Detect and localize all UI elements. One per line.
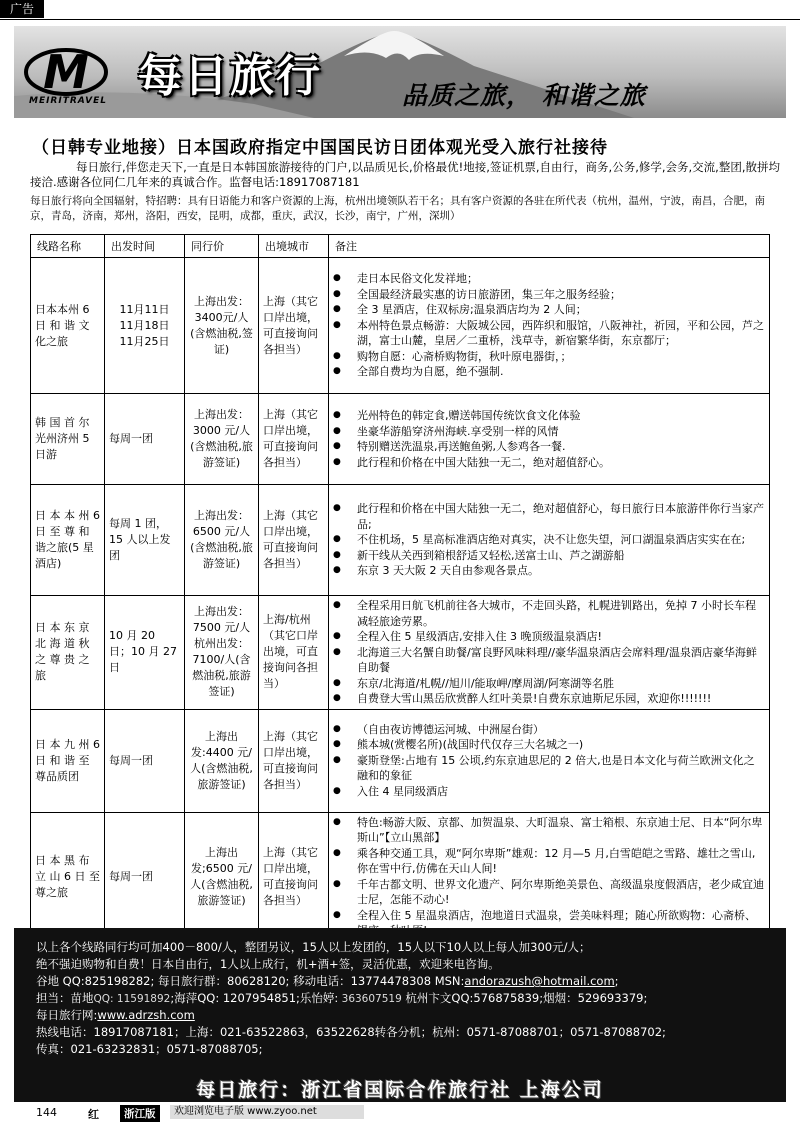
staff-text: 担当：苗地 xyxy=(36,991,94,1005)
note-item: ● 此行程和价格在中国大陆独一无二，绝对超值舒心，每日旅行日本旅游伴你行当家产品; xyxy=(333,501,765,532)
header-city: 出境城市 xyxy=(259,235,329,258)
note-item: ● 不住机场，5 星高标准酒店绝对真实，决不让您失望，河口湖温泉酒店实实在在; xyxy=(333,532,765,548)
note-item: ● 自费登大雪山黑岳欣赏醉人红叶美景!自费东京迪斯尼乐园，欢迎你!!!!!!! xyxy=(333,691,765,707)
note-item: ● 全部自费均为自愿，绝不强制. xyxy=(333,364,765,380)
note-item: ● 入住 4 星同级酒店 xyxy=(333,784,765,800)
note-item: ● 东京 3 天大阪 2 天自由参观各景点。 xyxy=(333,563,765,579)
note-item: ● 光州特色的韩定食,赠送韩国传统饮食文化体验 xyxy=(333,408,765,424)
page-footer xyxy=(0,1103,800,1121)
route-price: 上海出发：3400元/人(含燃油税,签证) xyxy=(185,258,259,394)
route-name: 日 本 黑 布 立 山 6 日 至尊之旅 xyxy=(31,812,105,941)
table-row xyxy=(31,812,770,941)
header-date: 出发时间 xyxy=(105,235,185,258)
route-city: 上海（其它口岸出境，可直接询问各担当） xyxy=(259,709,329,812)
footer-brand: 每日旅行：浙江省国际合作旅行社 上海公司 xyxy=(196,1079,604,1101)
note-item: ● 全国最经济最实惠的访日旅游团，集三年之服务经验； xyxy=(333,287,765,303)
edition-badge: 浙江版 xyxy=(120,1105,160,1122)
route-city: 上海（其它口岸出境，可直接询问各担当） xyxy=(259,394,329,485)
table-row xyxy=(31,258,770,394)
route-date: 每周一团 xyxy=(105,709,185,812)
staff-text-2: ;海萍QQ: 1207954851;乐怡婷: xyxy=(170,991,339,1005)
route-date: 11月11日 11月18日 11月25日 xyxy=(105,258,185,394)
route-price: 上海出发：7500 元/人杭州出发：7100/人(含燃油税,旅游签证) xyxy=(185,596,259,710)
route-price: 上海出发;6500 元/人(含燃油税,旅游签证) xyxy=(185,812,259,941)
route-price: 上海出发：6500 元/人(含燃油税,旅游签证) xyxy=(185,485,259,596)
fax: 传真：021-63232831；0571-87088705; xyxy=(36,1042,263,1056)
qq-text: 谷地 QQ:825198282; 每日旅行群：80628120; 移动电话：13774478308 MSN: xyxy=(36,974,465,988)
table-row xyxy=(31,596,770,710)
route-city: 上海/杭州（其它口岸出境，可直接询问各担当） xyxy=(259,596,329,710)
mountain-image xyxy=(14,26,786,118)
route-price: 上海出发:4400 元/人(含燃油税,旅游签证) xyxy=(185,709,259,812)
header-route: 线路名称 xyxy=(31,235,105,258)
note-item: ● 特色:畅游大阪、京都、加贺温泉、大町温泉、富士箱根、东京迪士尼、日本“阿尔卑斯山”【立山黑部】 xyxy=(333,815,765,846)
route-date: 每周一团 xyxy=(105,394,185,485)
route-notes xyxy=(329,485,770,596)
web-label: 每日旅行网: xyxy=(36,1008,98,1022)
route-date: 10 月 20 日；10 月 27 日 xyxy=(105,596,185,710)
note-item: ● 全程采用日航飞机前往各大城市，不走回头路，札幌进钏路出，免掉 7 小时长车程减轻旅途劳累。 xyxy=(333,598,765,629)
policy-note: 绝不强迫购物和自费！日本自由行，1人以上成行，机+酒+签，灵活优惠，欢迎来电咨询。 xyxy=(36,957,500,971)
contact-line-qq xyxy=(36,974,619,989)
note-item: ● 特别赠送洗温泉,再送鲍鱼粥,人参鸡各一餐. xyxy=(333,439,765,455)
ad-tag: 广告 xyxy=(0,0,44,18)
note-item: ● 北海道三大名蟹自助餐/富良野风味料理//豪华温泉酒店会席料理/温泉酒店豪华海鲜自助餐 xyxy=(333,645,765,676)
route-name: 日 本 本 州 6 日 至 尊 和 谐之旅(5 星酒店) xyxy=(31,485,105,596)
note-item: ● 熊本城(赏樱名所)(战国时代仅存三大名城之一) xyxy=(333,737,765,753)
note-item: ● 坐豪华游船穿济州海峡.享受别一样的风情 xyxy=(333,424,765,440)
logo-subtitle: MEIRITRAVEL xyxy=(28,96,107,106)
note-item: ● 全 3 星酒店，住双标房;温泉酒店均为 2 人间； xyxy=(333,302,765,318)
note-item: ● 乘各种交通工具，观“阿尔卑斯”雄观：12 月—5 月,白雪皑皑之雪路、雄壮之雪山,你在雪中行,仿佛在天山人间! xyxy=(333,846,765,877)
brand-name: 每日旅行 xyxy=(138,51,322,102)
note-item: ● 新干线从关西到箱根舒适又轻松,送富士山、芦之湖游船 xyxy=(333,548,765,564)
route-notes xyxy=(329,258,770,394)
top-rule xyxy=(0,19,800,20)
note-item: ● 千年古都文明、世界文化遗产、阿尔卑斯绝美景色、高级温泉度假酒店，老少咸宜迪士尼，怎能不动心! xyxy=(333,877,765,908)
route-city: 上海（其它口岸出境，可直接询问各担当） xyxy=(259,258,329,394)
route-name: 日本本州 6 日 和 谐 文 化之旅 xyxy=(31,258,105,394)
header-price: 同行价 xyxy=(185,235,259,258)
route-notes xyxy=(329,709,770,812)
route-notes xyxy=(329,812,770,941)
brand-slogan: 品质之旅， 和谐之旅 xyxy=(402,81,646,110)
staff-text-3: 杭州卞文QQ:576875839;烟烟：529693379; xyxy=(401,991,648,1005)
footer-text: 欢迎浏览电子版 www.zyoo.net xyxy=(170,1105,364,1119)
intro-paragraph: 每日旅行,伴您走天下,一直是日本韩国旅游接待的门户,以品质见长,价格最优!地接,签证机票,自由行，商务,公务,修学,会务,交流,整团,散拼均接洽.感谢各位同仁几年来的真诚合作。监督电话:18917087181 xyxy=(30,160,780,189)
table-row xyxy=(31,394,770,485)
logo-letter: M xyxy=(43,45,89,99)
note-item: ● 此行程和价格在中国大陆独一无二，绝对超值舒心。 xyxy=(333,455,765,471)
staff-qq: QQ: 11591892 xyxy=(93,993,171,1005)
note-item: ● 全程入住 5 星温泉酒店，泡地道日式温泉，尝美味料理；随心所欲购物：心斋桥、 xyxy=(333,908,765,939)
contact-line-staff xyxy=(36,991,647,1007)
page-number: 144 xyxy=(36,1106,57,1119)
red-label: 红 xyxy=(88,1108,99,1121)
qq-text-end: ; xyxy=(614,974,619,988)
msn-link[interactable]: andorazush@hotmail.com xyxy=(464,974,615,988)
route-notes xyxy=(329,596,770,710)
recruitment-paragraph: 每日旅行将向全国辐射，特招聘：具有日语能力和客户资源的上海，杭州出境领队若干名；具有客户资源的各驻在所代表（杭州，温州，宁波，南昌，合肥，南京，青岛，济南，郑州，洛阳，西安，昆明，成都，重庆，武汉，长沙，南宁，广州，深圳） xyxy=(30,195,765,222)
route-date: 每周一团 xyxy=(105,812,185,941)
banner xyxy=(14,26,786,118)
header-notes: 备注 xyxy=(329,235,770,258)
table-row xyxy=(31,485,770,596)
route-name: 日 本 九 州 6 日 和 谐 至 尊品质团 xyxy=(31,709,105,812)
routes-table xyxy=(30,234,770,942)
staff-qq-2: 363607519 xyxy=(338,993,402,1005)
route-date: 每周 1 团，15 人以上发团 xyxy=(105,485,185,596)
note-item: ● 走日本民俗文化发祥地； xyxy=(333,271,765,287)
route-price: 上海出发：3000 元/人(含燃油税,旅游签证) xyxy=(185,394,259,485)
route-notes xyxy=(329,394,770,485)
note-item: ● 豪斯登堡:占地有 15 公顷,约东京迪思尼的 2 倍大,也是日本文化与荷兰欧洲文化之融和的象征 xyxy=(333,753,765,784)
pricing-note: 以上各个线路同行均可加400－800/人，整团另议，15人以上发团的，15人以下10人以上每人加300元/人； xyxy=(36,940,591,954)
note-item: ● 东京/北海道/札幌//旭川/能取岬/摩周湖/阿寒湖等名胜 xyxy=(333,676,765,692)
route-city: 上海（其它口岸出境，可直接询问各担当） xyxy=(259,485,329,596)
note-item: ● 全程入住 5 星级酒店,安排入住 3 晚顶级温泉酒店! xyxy=(333,629,765,645)
route-city: 上海（其它口岸出境，可直接询问各担当） xyxy=(259,812,329,941)
contact-line-web xyxy=(36,1008,195,1023)
note-item: ● 购物自愿：心斋桥购物街，秋叶原电器街，； xyxy=(333,349,765,365)
route-name: 日 本 东 京 北 海 道 秋 之 尊 贵 之 旅 xyxy=(31,596,105,710)
note-item: ● 本州特色景点畅游：大阪城公园，西阵织和服馆，八阪神社，祈园，平和公园，芦之湖，富士山麓，皇居／二重桥，浅草寺，新宿繁华街，东京都厅； xyxy=(333,318,765,349)
contact-panel xyxy=(14,928,786,1102)
headline: （日韩专业地接）日本国政府指定中国国民访日团体观光受入旅行社接待 xyxy=(32,138,608,158)
website-link[interactable]: www.adrzsh.com xyxy=(97,1008,195,1022)
route-name: 韩 国 首 尔 光州济州 5 日游 xyxy=(31,394,105,485)
logo-icon xyxy=(24,38,108,100)
note-item: ● （自由夜访博德运河城、中洲屋台街） xyxy=(333,722,765,738)
hotline: 热线电话：18917087181；上海：021-63522863，63522628转各分机；杭州：0571-87088701；0571-87088702; xyxy=(36,1025,666,1039)
table-header-row xyxy=(31,235,770,258)
table-row xyxy=(31,709,770,812)
